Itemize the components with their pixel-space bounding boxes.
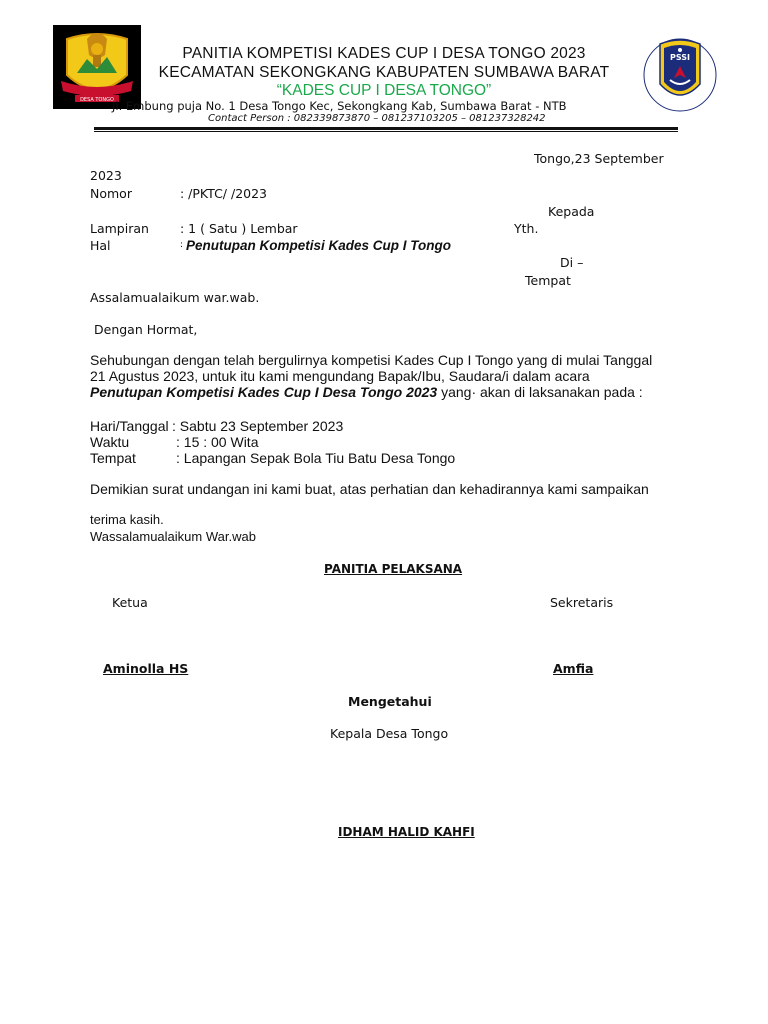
- di-label: Di –: [560, 255, 584, 270]
- hal-colon: :: [180, 240, 184, 250]
- contact-line: Contact Person : 082339873870 – 081237103205 – 081237328242: [208, 113, 546, 124]
- ketua-title: Ketua: [112, 595, 148, 610]
- lampiran-value: : 1 ( Satu ) Lembar: [180, 221, 298, 236]
- mengetahui: Mengetahui: [348, 694, 432, 709]
- closing-line-2: terima kasih.: [90, 512, 164, 527]
- event-name: Penutupan Kompetisi Kades Cup I Desa Tongo 2023: [90, 384, 438, 400]
- kades-name: IDHAM HALID KAHFI: [338, 825, 475, 839]
- lampiran-label: Lampiran: [90, 221, 149, 236]
- address-line: Jl. Embung puja No. 1 Desa Tongo Kec, Sekongkang Kab, Sumbawa Barat - NTB: [112, 99, 567, 113]
- waktu-value: : 15 : 00 Wita: [176, 434, 259, 450]
- yth-label: Yth.: [514, 221, 539, 236]
- left-logo-caption: DESA TONGO: [80, 97, 114, 103]
- body-line-3: [90, 384, 643, 400]
- tempat-address: Tempat: [525, 273, 571, 288]
- kades-title: Kepala Desa Tongo: [330, 726, 449, 741]
- nomor-label: Nomor: [90, 186, 132, 201]
- hal-value: Penutupan Kompetisi Kades Cup I Tongo: [186, 238, 452, 253]
- body-line-2: 21 Agustus 2023, untuk itu kami mengundang Bapak/Ibu, Saudara/i dalam acara: [90, 368, 590, 384]
- waktu-label: Waktu: [90, 434, 130, 450]
- pssi-logo: [640, 34, 720, 116]
- header-rule-thick: [94, 127, 678, 130]
- ketua-name: Aminolla HS: [103, 661, 189, 676]
- tempat-label: Tempat: [90, 450, 136, 466]
- nomor-value: : /PKTC/ /2023: [180, 186, 267, 201]
- sekretaris-title: Sekretaris: [550, 595, 614, 610]
- kepada-label: Kepada: [548, 204, 595, 219]
- sekretaris-name: Amfia: [553, 661, 594, 676]
- district-title: KECAMATAN SEKONGKANG KABUPATEN SUMBAWA BARAT: [158, 64, 610, 81]
- closing-line-1: Demikian surat undangan ini kami buat, atas perhatian dan kehadirannya kami sampaikan: [90, 481, 649, 497]
- kades-cup-logo: [53, 25, 141, 109]
- committee-title: PANITIA KOMPETISI KADES CUP I DESA TONGO 2023: [182, 45, 586, 62]
- body-line-3-rest: yang· akan di laksanakan pada :: [437, 384, 643, 400]
- event-title: “KADES CUP I DESA TONGO”: [276, 82, 492, 99]
- hari-label: Hari/Tanggal: [90, 418, 169, 434]
- header-rule-thin: [94, 131, 678, 132]
- hal-label: Hal: [90, 238, 111, 253]
- hormat: Dengan Hormat,: [94, 322, 198, 337]
- salam-open: Assalamualaikum war.wab.: [90, 290, 260, 305]
- hari-value: : Sabtu 23 September 2023: [172, 418, 344, 434]
- tempat-value: : Lapangan Sepak Bola Tiu Batu Desa Tongo: [176, 450, 456, 466]
- right-logo-caption: PSSI: [669, 53, 691, 62]
- letter-date: Tongo,23 September: [534, 151, 664, 166]
- body-line-1: Sehubungan dengan telah bergulirnya kompetisi Kades Cup I Tongo yang di mulai Tanggal: [90, 352, 653, 368]
- salam-close: Wassalamualaikum War.wab: [90, 529, 256, 544]
- letter-date-year: 2023: [90, 168, 122, 183]
- panitia-heading: PANITIA PELAKSANA: [324, 562, 463, 576]
